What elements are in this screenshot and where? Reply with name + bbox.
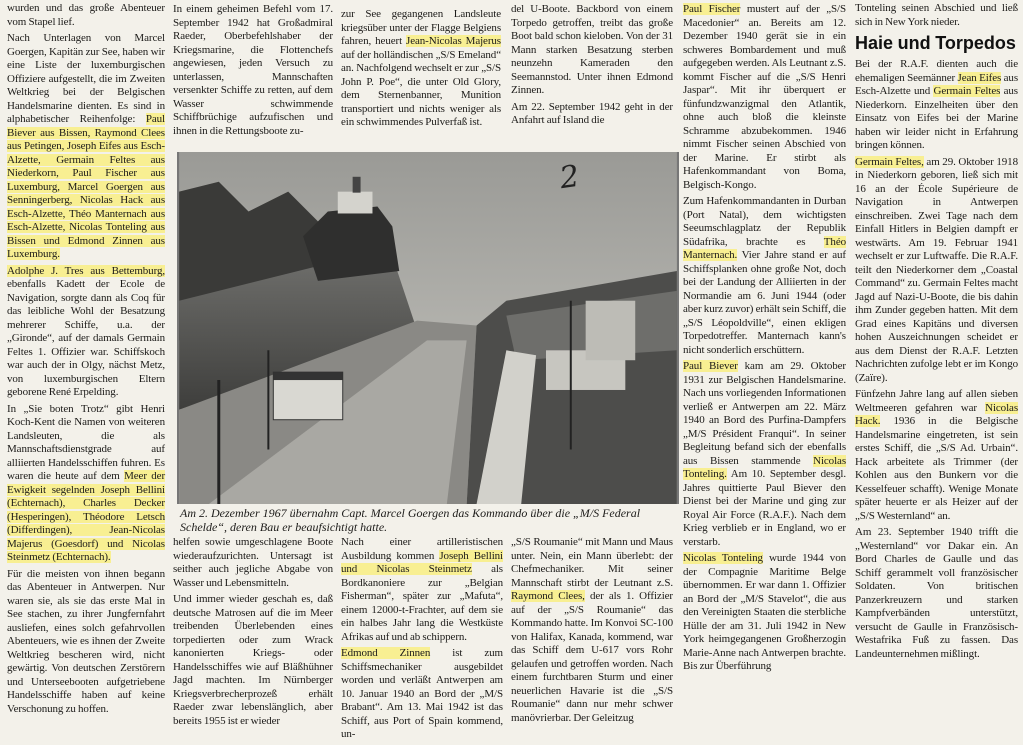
body-text: Und immer wieder geschah es, daß deutsche Matrosen auf die im Meer treibenden Überlebenden eines torpedierten oder zum Wrack kanonierten Kriegs- oder Handelsschiffes wie auf Bläßhühner Jagd machten. Im Nürnberger Kriegsverbrecherprozeß erhält Raeder zwar lebenslänglich, aber bereits 1955 ist er wieder bbox=[173, 593, 333, 727]
section-headline: Haie und Torpedos bbox=[855, 33, 1016, 53]
body-text: Nach Unterlagen von Marcel Goergen, Kapitän zur See, haben wir eine Liste der luxemburgischen Offiziere aufgestellt, die im Zweiten Weltkrieg bei der Belgischen Handelsmarine dienten. Es sind in alphabetischer Reihenfolge: bbox=[7, 32, 165, 125]
article-paragraph bbox=[511, 101, 673, 128]
body-text: Vier Jahre stand er auf Schiffsplanken ohne große Not, doch bei der Landung der Alliierten in der Normandie am 6. Juni 1944 (oder aber kurz zuvor) erhält sein Schiff, die „S/S Léopoldville“, einen ekligen Torpedotreffer. Manternach kann's nicht sonderlich erschüttern. bbox=[683, 249, 846, 356]
article-paragraph bbox=[855, 388, 1018, 523]
body-text: 1936 in die Belgische Handelsmarine eingetreten, ist sein erstes Schiff, die „S/S Ad. Urbain“. Hack arbeitete als Trimmer (der Kohlen aus den Bunkern vor die Kesselfeuer schafft). Wenige Monate später heuerte er als Heizer auf der „S/S Westernland“ an. bbox=[855, 415, 1018, 522]
article-paragraph bbox=[7, 32, 165, 262]
article-paragraph bbox=[855, 2, 1018, 29]
column-6-intro bbox=[855, 2, 1018, 29]
column-6-body bbox=[855, 58, 1018, 661]
photo-caption: Am 2. Dezember 1967 übernahm Capt. Marcel Goergen das Kommando über die „M/S Federal Schelde“, deren Bau er beaufsichtigt hatte. bbox=[180, 506, 641, 534]
body-text: auf der holländischen „S/S Emeland“ an. Nachfolgend wechselt er zur „S/S John P. Poe“, die unter Old Glory, dem Sternenbanner, Munition transportiert und nichts weniger als ein schwimmendes Pulverfaß ist. bbox=[341, 48, 501, 128]
column-2-bottom bbox=[173, 536, 333, 731]
body-text: ebenfalls Kadett der Ecole de Navigation, sorgte dann als Coq für das leibliche Wohl der Besatzung mehrerer Schiffe, u.a. der „Gironde“, auf der damals Germain Feltes 1. Offizier war. Schiffskoch war auch der in Olgy, nächst Metz, von luxemburgischen Eltern geborene René Erpelding. bbox=[7, 278, 165, 398]
body-text: zur See gegangenen Landsleute kriegsüber unter der Flagge Belgiens fahren, heuert bbox=[341, 8, 501, 47]
body-text: Bei der R.A.F. dienten auch die ehemaligen Seemänner bbox=[855, 58, 1018, 84]
ship-photo bbox=[177, 152, 679, 504]
highlighted-text: Paul Fischer bbox=[683, 3, 741, 15]
column-3-top bbox=[341, 8, 501, 133]
article-paragraph bbox=[855, 526, 1018, 661]
column-5 bbox=[683, 3, 846, 677]
body-text: Am 22. September 1942 geht in der Anfahrt auf Island die bbox=[511, 100, 673, 126]
highlighted-text: Paul Biever bbox=[683, 360, 738, 372]
body-text: In „Sie boten Trotz“ gibt Henri Koch-Kent die Namen von weiteren Landsleuten, die als Mannschaftsdienstgrade auf alliierten Handelsschiffen fuhren. Es waren die heute auf dem bbox=[7, 402, 165, 482]
column-3-bottom bbox=[341, 536, 503, 745]
article-paragraph bbox=[511, 536, 673, 725]
highlighted-text: Nicolas Tonteling bbox=[683, 552, 763, 564]
article-paragraph bbox=[173, 593, 333, 728]
body-text: helfen sowie umgeschlagene Boote wiederaufzurichten. Untersagt ist seither auch jegliche Abgabe von Wasser und Lebensmitteln. bbox=[173, 536, 333, 589]
article-paragraph bbox=[683, 3, 846, 192]
body-text: aus Esch-Alzette und bbox=[855, 71, 1019, 97]
body-text: als Bordkanoniere zur „Belgian Fisherman“, später zur „Mafuta“, einem 12000-t-Frachter, auf dem sie ein halbes Jahr lang die Westküste Afrikas auf und ab schippern. bbox=[341, 563, 503, 643]
article-paragraph bbox=[683, 552, 846, 674]
body-text: Nach einer artilleristischen Ausbildung kommen bbox=[341, 536, 503, 562]
article-paragraph bbox=[7, 2, 165, 29]
article-paragraph bbox=[341, 647, 503, 742]
body-text: Fünfzehn Jahre lang auf allen sieben Weltmeeren gefahren war bbox=[855, 388, 1018, 414]
column-4-bottom bbox=[511, 536, 673, 728]
highlighted-text: Jean-Nicolas Majerus bbox=[406, 35, 501, 47]
article-paragraph bbox=[683, 195, 846, 357]
column-1 bbox=[7, 2, 165, 719]
column-4-top bbox=[511, 3, 673, 131]
highlighted-text: Germain Feltes bbox=[933, 85, 1001, 97]
highlighted-text: Théo Manternach. bbox=[683, 235, 846, 261]
highlighted-text: Jean Eifes bbox=[957, 71, 1002, 84]
article-paragraph bbox=[7, 403, 165, 565]
highlighted-text: Germain Feltes, bbox=[855, 155, 924, 168]
column-2-top bbox=[173, 3, 333, 141]
body-text: aus Niederkorn. Einzelheiten über den Einsatz von Eifes bei der Marine haben wir leider nicht in Erfahrung bringen können. bbox=[855, 85, 1018, 151]
highlighted-text: Meer der Ewigkeit segelnden Joseph Bellini (Echternach), Charles Decker (Hesperingen), Théodore Letsch (Differdingen), Jean-Nicolas Majerus (Goesdorf) und Nicolas Steinmetz (Echternach). bbox=[7, 470, 166, 563]
article-paragraph bbox=[341, 8, 501, 130]
body-text: mustert auf der „S/S Macedonier“ an. Bereits am 12. Dezember 1940 gerät sie in ein schweres Bombardement und muß aufgegeben werden. Als Leutnant z.S. kommt Fischer auf die „S/S Henri Jaspar“. Mit ihr überquert er fünfundzwanzigmal den Atlantik, ohne auch bloß die kleinste Schramme abzubekommen. 1946 nimmt Fischer seinen Abschied von der Marine. Er stirbt als Hafenkommandant von Boma, Belgisch-Kongo. bbox=[683, 3, 846, 191]
handwritten-annotation: 2 bbox=[557, 158, 582, 197]
article-paragraph bbox=[341, 536, 503, 644]
body-text: In einem geheimen Befehl vom 17. September 1942 hat Großadmiral Raeder, Oberbefehlshaber der Kriegsmarine, die Flottenchefs angewiesen, jeden Versuch zu unterlassen, Mannschaften versenkter Schiffe zu retten, auf dem Wasser schwimmende Schiffbrüchige aufzufischen und ihnen in die Rettungsboote zu- bbox=[173, 3, 333, 137]
body-text: der als 1. Offizier auf der „S/S Roumanie“ das Kommando hatte. Im Konvoi SC-100 von Halifax, Kanada, kommend, war das Schiff dem U-617 vors Rohr gelaufen und getroffen worden. Nach einem furchtbaren Sturm und einer neuerlichen Havarie ist die „S/S Roumanie“ dann nur mehr schwer manövrierbar. Der Geleitzug bbox=[511, 590, 673, 724]
body-text: wurden und das große Abenteuer vom Stapel lief. bbox=[7, 2, 165, 28]
article-paragraph bbox=[855, 58, 1018, 153]
body-text: Am 10. September desgl. Jahres quittierte Paul Biever den Dienst bei der Marine und ging zur Royal Air Force (R.A.F.). Nach dem Krieg verblieb er in England, wo er verstarb. bbox=[683, 468, 846, 548]
body-text: Für die meisten von ihnen begann das Abenteuer in Antwerpen. Nur waren sie, als sie das erste Mal in See stachen, zu ihrer Jungfernfahrt ausliefen, eines solch gefahrvollen Abenteuers, wie es ihnen der Zweite Weltkrieg bescheren wird, nicht gewärtig. Von deutschen Zerstörern und Unterseebooten aufgetriebene Handelsschiffe haben auf keine Verschonung zu hoffen. bbox=[7, 567, 165, 715]
highlighted-text: Joseph Bellini und Nicolas Steinmetz bbox=[341, 549, 504, 575]
highlighted-text: Adolphe J. Tres aus Bettemburg, bbox=[7, 264, 165, 277]
article-paragraph bbox=[511, 3, 673, 98]
body-text: wurde 1944 von der Compagnie Maritime Belge übernommen. Er war dann 1. Offizier an Bord der „M/S Stavelot“, die aus den Vereinigten Staaten die sterbliche Hülle der am 31. Juli 1942 in New York heimgegangenen Großherzogin Marie-Anne nach Antwerpen brachte. Bis zur Überführung bbox=[683, 552, 846, 672]
highlighted-text: Paul Biever aus Bissen, Raymond Clees aus Petingen, Joseph Eifes aus Esch-Alzette, Germain Feltes aus Niederkorn, Paul Fischer aus Luxemburg, Marcel Goergen aus Senningerberg, Nicolas Hack aus Esch-Alzette, Théo Manternach aus Esch-Alzette, Nicolas Tonteling aus Bissen und Edmond Zinnen aus Luxemburg. bbox=[7, 113, 165, 260]
ship-canal-image bbox=[177, 152, 679, 504]
article-paragraph bbox=[855, 156, 1018, 386]
highlighted-text: Nicolas Hack. bbox=[855, 401, 1018, 427]
body-text: ist zum Schiffsmechaniker ausgebildet worden und verläßt Antwerpen am 10. Januar 1940 an Bord der „M/S Brabant“. Am 13. Mai 1942 ist das Schiff, aus Port of Spain kommend, un- bbox=[341, 647, 504, 740]
body-text: del U-Boote. Backbord von einem Torpedo getroffen, treibt das große Boot bald schon kieloben. Von der 31 Mann starken Besatzung sterben neunzehn Kameraden den Seemannstod. Unter ihnen Edmond Zinnen. bbox=[511, 3, 673, 96]
highlighted-text: Nicolas Tonteling. bbox=[683, 454, 846, 480]
body-text: am 29. Oktober 1918 in Niederkorn geboren, ließ sich mit 16 an der École Supérieure de Navigation in Antwerpen einschreiben. Zwei Tage nach dem Einfall Hitlers in Belgien dampft er westwärts. Am 19. Februar 1941 wechselt er zur Luftwaffe. Die R.A.F. teilt den Niederkorner dem „Coastal Command“ zu. Germain Feltes macht Jagd auf Nazi-U-Boote, die bis dahin ihm Zunder gegeben hatten. Mit dem Grad eines Kapitäns und diversen hohen Auszeichnungen scheidet er aus dem Dienst der R.A.F. Letzten Nachrichten zufolge lebt er im Kongo (Zaïre). bbox=[855, 155, 1018, 384]
highlighted-text: Edmond Zinnen bbox=[341, 647, 431, 659]
body-text: kam am 29. Oktober 1931 zur Belgischen Handelsmarine. Nach uns vorliegenden Informationen verließ er Antwerpen am 22. März 1940 an Bord des Purfina-Dampfers „M/S Président Franqui“. In seiner Begleitung befand sich der ebenfalls aus Bissen stammende bbox=[683, 360, 846, 467]
article-paragraph bbox=[7, 265, 165, 400]
body-text: Tonteling seinen Abschied und ließ sich in New York nieder. bbox=[855, 2, 1018, 28]
article-paragraph bbox=[173, 536, 333, 590]
body-text: „S/S Roumanie“ mit Mann und Maus unter. Nein, ein Mann überlebt: der Chefmechaniker. Mit seiner Mannschaft stirbt der Leutnant z.S. bbox=[511, 536, 673, 589]
body-text: Am 23. September 1940 trifft die „Westernland“ vor Dakar ein. An Bord Charles de Gaulle und das Schiff gerammelt voll französischer Soldaten. Von britischen Panzerkreuzern und starken Kampfverbänden unterstützt, versucht de Gaulle in Französisch-Westafrika Fuß zu fassen. Das Landeunternehmen mißlingt. bbox=[855, 526, 1018, 660]
body-text: Zum Hafenkommandanten in Durban (Port Natal), dem wichtigsten Seeumschlagplatz der Republik Südafrika, brachte es bbox=[683, 195, 846, 248]
column-6 bbox=[855, 2, 1018, 664]
article-paragraph bbox=[173, 3, 333, 138]
article-paragraph bbox=[7, 568, 165, 717]
highlighted-text: Raymond Clees, bbox=[511, 590, 585, 602]
article-paragraph bbox=[683, 360, 846, 549]
